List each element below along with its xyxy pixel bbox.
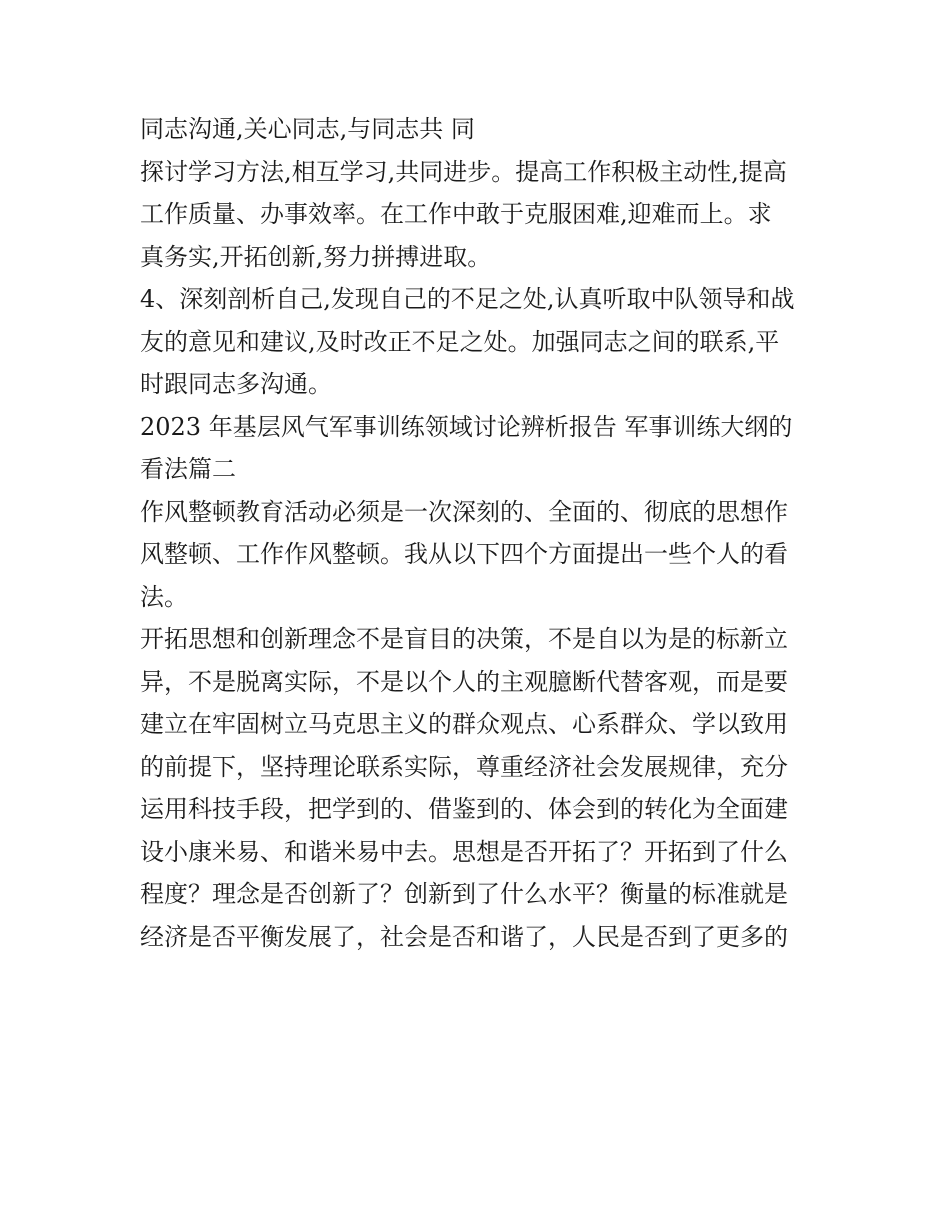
text-line: 探讨学习方法,相互学习,共同进步。提高工作积极主动性,提高: [140, 157, 787, 186]
text-line: 时跟同志多沟通。: [140, 370, 332, 398]
text-line: 设小康米易、和谐米易中去。思想是否开拓了？开拓到了什么: [140, 837, 788, 866]
text-line: 程度？理念是否创新了？创新到了什么水平？衡量的标准就是: [140, 880, 788, 908]
section-heading-line: 看法篇二: [140, 455, 236, 483]
text-line: 风整顿、工作作风整顿。我从以下四个方面提出一些个人的看: [140, 540, 788, 568]
section-heading-line: 2023 年基层风气军事训练领域讨论辨析报告 军事训练大纲的: [140, 412, 793, 441]
text-line: 法。: [140, 582, 188, 611]
text-line: 工作质量、办事效率。在工作中敢于克服困难,迎难而上。求: [140, 200, 772, 228]
text-line: 经济是否平衡发展了，社会是否和谐了，人民是否到了更多的: [140, 922, 788, 951]
text-line: 开拓思想和创新理念不是盲目的决策，不是自以为是的标新立: [140, 625, 788, 653]
text-line: 同志沟通,关心同志,与同志共 同: [140, 115, 475, 143]
text-line: 4、深刻剖析自己,发现自己的不足之处,认真听取中队领导和战: [140, 285, 795, 313]
text-line: 作风整顿教育活动必须是一次深刻的、全面的、彻底的思想作: [140, 497, 788, 526]
text-line: 异，不是脱离实际，不是以个人的主观臆断代替客观，而是要: [140, 667, 788, 696]
text-line: 的前提下，坚持理论联系实际，尊重经济社会发展规律，充分: [140, 752, 788, 781]
document-body: [140, 108, 820, 958]
text-line: 真务实,开拓创新,努力拼搏进取。: [140, 242, 492, 271]
text-line: 建立在牢固树立马克思主义的群众观点、心系群众、学以致用: [140, 710, 788, 738]
text-line: 运用科技手段，把学到的、借鉴到的、体会到的转化为全面建: [140, 795, 788, 823]
text-line: 友的意见和建议,及时改正不足之处。加强同志之间的联系,平: [140, 327, 780, 356]
